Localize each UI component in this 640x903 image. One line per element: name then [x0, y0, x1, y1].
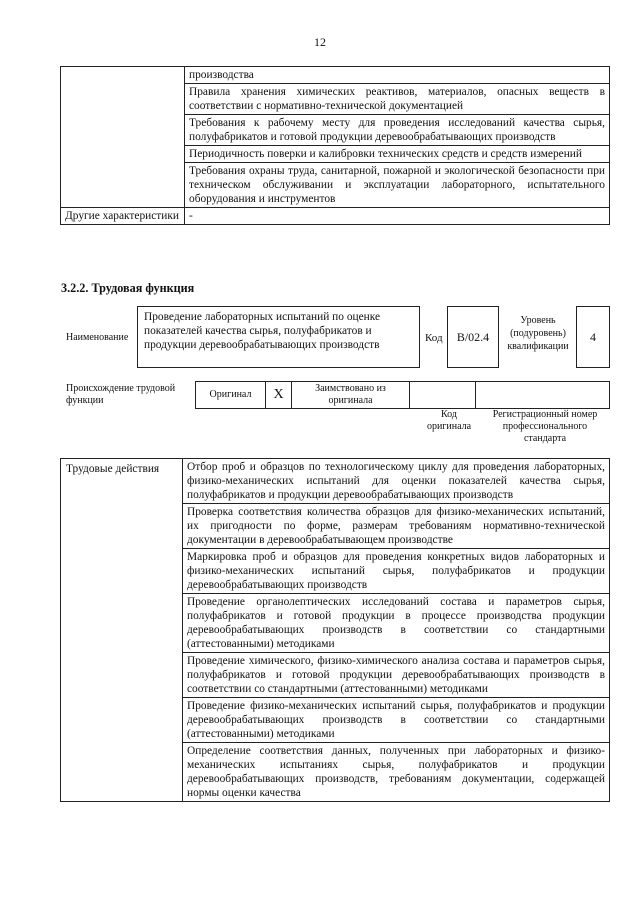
table-cell: Отбор проб и образцов по технологическому циклу для проведения лабораторных, физико-механических испытаний для оценки показателей качества сырья, полуфабрикатов и продукции деревообрабатывающих производств [183, 459, 610, 504]
borrowed-label: Заимствовано из оригинала [292, 382, 410, 409]
table-cell: Проведение физико-механических испытаний сырья, полуфабрикатов и продукции деревообрабатывающих производств в соответствии со стандартными (аттестованными) методиками [183, 698, 610, 743]
origin-label: Происхождение трудовой функции [66, 383, 176, 406]
page-number: 12 [314, 35, 326, 49]
other-characteristics-label: Другие характеристики [61, 208, 185, 225]
table-cell: Требования охраны труда, санитарной, пожарной и экологической безопасности при техническом обслуживании и эксплуатации лабораторного, испытательного оборудования и инструментов [185, 163, 610, 208]
reg-number-cell [476, 382, 610, 409]
section-heading: 3.2.2. Трудовая функция [61, 281, 195, 295]
code-label: Код [425, 332, 443, 344]
table-cell: Периодичность поверки и калибровки технических средств и средств измерений [185, 146, 610, 163]
label-cell [61, 67, 185, 208]
level-label: Уровень (подуровень) квалификации [507, 315, 569, 352]
caption-code: Код оригинала [426, 409, 472, 432]
knowledge-table [60, 66, 610, 225]
table-cell: Маркировка проб и образцов для проведения конкретных видов лабораторных и физико-механических испытаний сырья, полуфабрикатов и продукции деревообрабатывающих производств [183, 549, 610, 594]
table-row [61, 459, 610, 504]
code-value-box: B/02.4 [447, 306, 499, 368]
level-value-box: 4 [576, 306, 610, 368]
table-cell: Проведение органолептических исследований состава и параметров сырья, полуфабрикатов и готовой продукции в процессе производства продукции деревообрабатывающих производств в соответствии со стандартными (аттестованными) методиками [183, 594, 610, 653]
name-label: Наименование [66, 332, 129, 343]
table-cell: производства [185, 67, 610, 84]
table-cell: Определение соответствия данных, полученных при лабораторных и физико-механических испытаниях сырья, полуфабрикатов и продукции деревообрабатывающих производств, требованиям документации, содержащей нормы оценки качества [183, 743, 610, 802]
table-row [61, 208, 610, 225]
caption-reg-number: Регистрационный номер профессионального стандарта [492, 409, 598, 444]
labor-actions-table [60, 458, 610, 802]
table-cell: Проведение химического, физико-химического анализа состава и параметров сырья, полуфабрикатов и готовой продукции деревообрабатывающих производств в соответствии со стандартными (аттестованными) методиками [183, 653, 610, 698]
origin-table [195, 381, 610, 409]
other-characteristics-value: - [185, 208, 610, 225]
table-cell: Проверка соответствия количества образцов для физико-механических испытаний, их пригодности по форме, размерам требованиям нормативно-технической документации в деревообрабатывающем производстве [183, 504, 610, 549]
table-cell: Требования к рабочему месту для проведения исследований качества сырья, полуфабрикатов и готовой продукции деревообрабатывающих производств [185, 115, 610, 146]
original-label: Оригинал [196, 382, 266, 409]
table-row [61, 67, 610, 84]
table-cell: Правила хранения химических реактивов, материалов, опасных веществ в соответствии с нормативно-технической документацией [185, 84, 610, 115]
labor-actions-label: Трудовые действия [61, 459, 183, 802]
original-mark: X [266, 382, 292, 409]
original-code-cell [410, 382, 476, 409]
function-name-box: Проведение лабораторных испытаний по оценке показателей качества сырья, полуфабрикатов и продукции деревообрабатывающих производств [137, 306, 420, 368]
table-row [196, 382, 610, 409]
